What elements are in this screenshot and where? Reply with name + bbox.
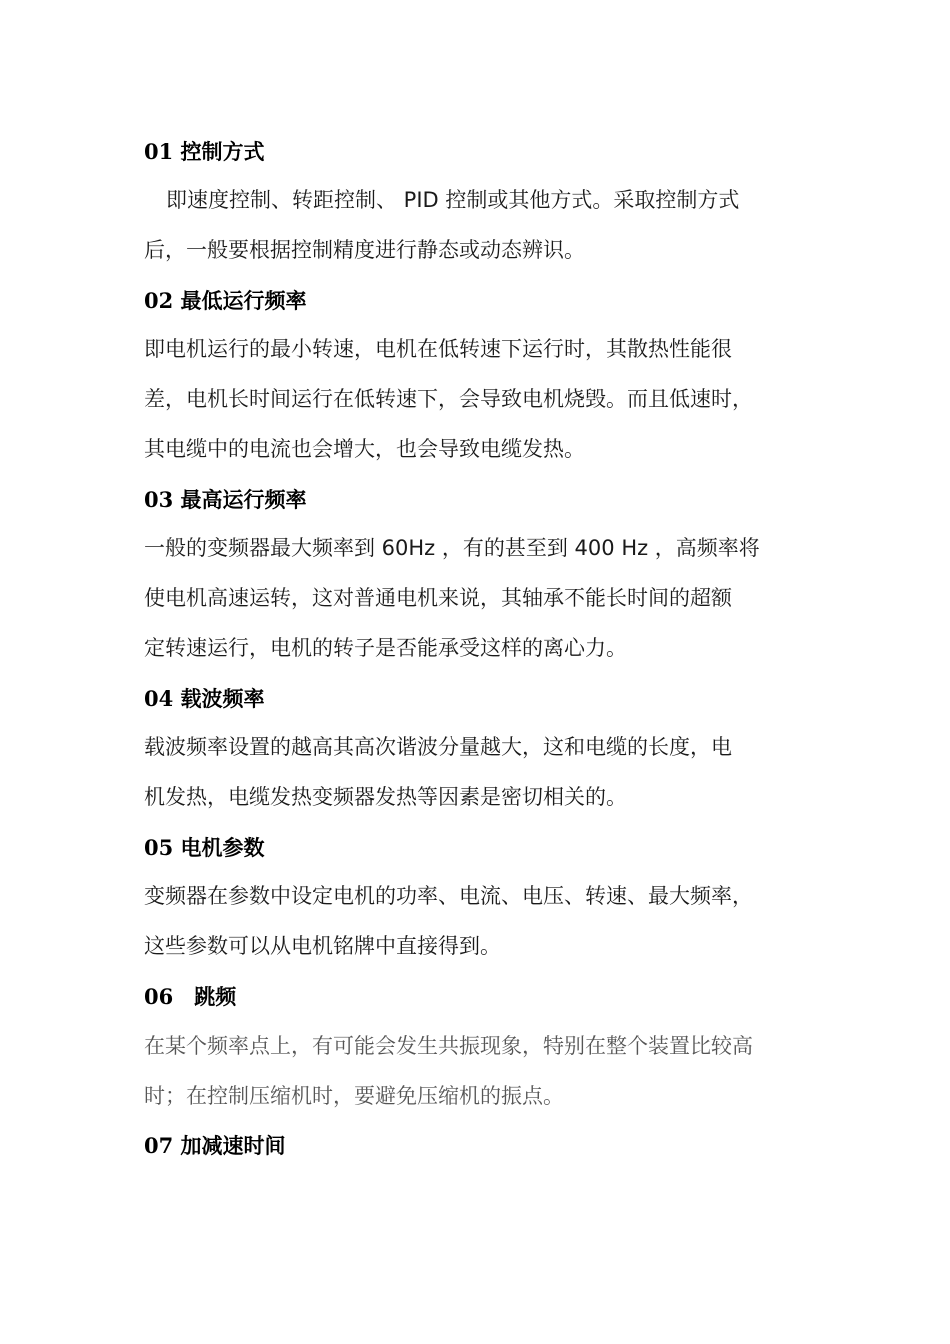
paragraph-line: 载波频率设置的越高其高次谐波分量越大，这和电缆的长度，电 bbox=[144, 735, 732, 759]
paragraph-line: 变频器在参数中设定电机的功率、电流、电压、转速、最大频率， bbox=[144, 884, 753, 908]
section-heading-motor-parameters: 05 电机参数 bbox=[144, 835, 265, 860]
section-heading-control-mode: 01 控制方式 bbox=[144, 139, 265, 164]
paragraph-line: 其电缆中的电流也会增大，也会导致电缆发热。 bbox=[144, 437, 585, 461]
paragraph-line: 一般的变频器最大频率到 60Hz ，有的甚至到 400 Hz ，高频率将 bbox=[144, 536, 760, 560]
paragraph-line: 定转速运行，电机的转子是否能承受这样的离心力。 bbox=[144, 636, 627, 660]
paragraph-line: 这些参数可以从电机铭牌中直接得到。 bbox=[144, 934, 501, 958]
paragraph-line: 即速度控制、转距控制、 PID 控制或其他方式。采取控制方式 bbox=[166, 188, 740, 212]
section-heading-carrier-frequency: 04 载波频率 bbox=[144, 686, 265, 711]
section-body-control-mode-cont bbox=[144, 225, 814, 275]
paragraph-line: 在某个频率点上，有可能会发生共振现象，特别在整个装置比较高 bbox=[144, 1034, 753, 1058]
section-heading-accel-decel-time: 07 加减速时间 bbox=[144, 1133, 286, 1158]
section-heading-max-frequency: 03 最高运行频率 bbox=[144, 487, 307, 512]
section-body-carrier-frequency bbox=[144, 722, 814, 822]
section-heading-min-frequency: 02 最低运行频率 bbox=[144, 288, 307, 313]
section-body-max-frequency bbox=[144, 523, 814, 673]
section-heading-skip-frequency: 06 跳频 bbox=[144, 984, 237, 1009]
paragraph-line: 即电机运行的最小转速，电机在低转速下运行时，其散热性能很 bbox=[144, 337, 732, 361]
paragraph-line: 差，电机长时间运行在低转速下，会导致电机烧毁。而且低速时， bbox=[144, 387, 753, 411]
section-body-skip-frequency bbox=[144, 1021, 814, 1121]
section-body-motor-parameters bbox=[144, 871, 814, 971]
paragraph-line: 机发热，电缆发热变频器发热等因素是密切相关的。 bbox=[144, 785, 627, 809]
section-body-min-frequency bbox=[144, 324, 814, 474]
section-body-control-mode bbox=[144, 175, 836, 225]
paragraph-line: 使电机高速运转，这对普通电机来说，其轴承不能长时间的超额 bbox=[144, 586, 732, 610]
paragraph-line: 后，一般要根据控制精度进行静态或动态辨识。 bbox=[144, 238, 585, 262]
paragraph-line: 时；在控制压缩机时，要避免压缩机的振点。 bbox=[144, 1084, 564, 1108]
